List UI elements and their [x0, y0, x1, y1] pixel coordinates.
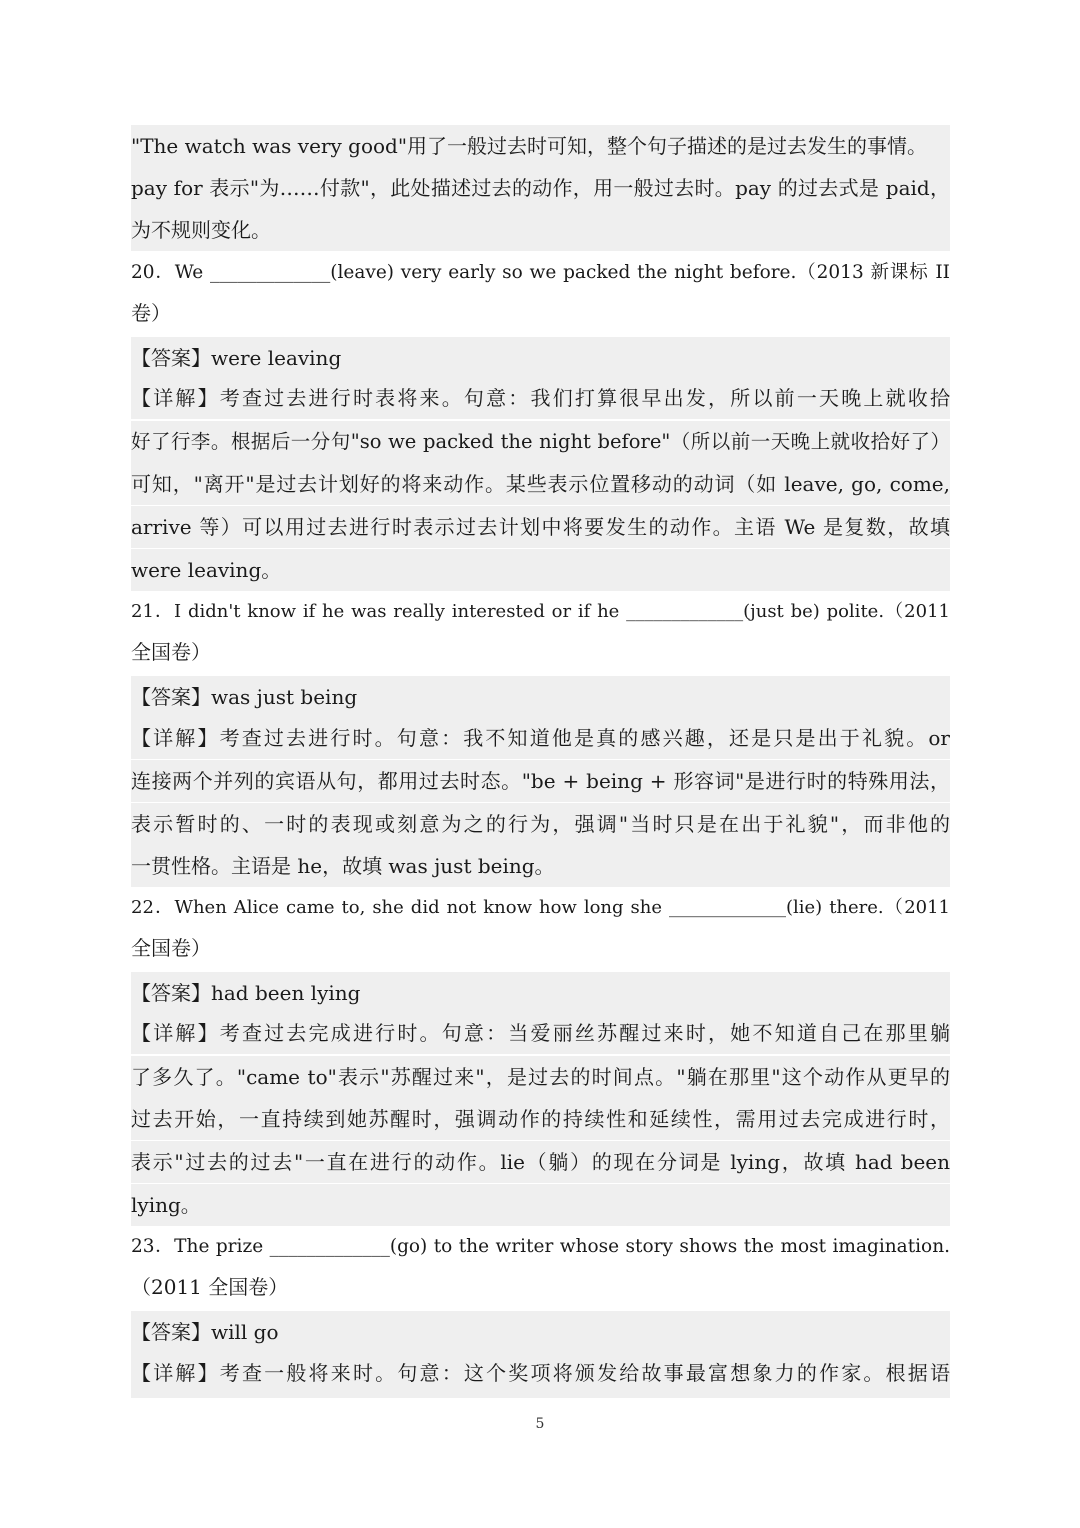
text-line: pay for 表示"为……付款"，此处描述过去的动作，用一般过去时。pay 的过去式是 paid，	[131, 167, 950, 209]
text-line: 【详解】考查过去进行时。句意：我不知道他是真的感兴趣，还是只是出于礼貌。or	[131, 717, 950, 759]
text-line: 表示"过去的过去"一直在进行的动作。lie（躺）的现在分词是 lying，故填 had been	[131, 1141, 950, 1183]
text-line: 全国卷）	[131, 640, 211, 664]
text-line: 一贯性格。主语是 he，故填 was just being。	[131, 845, 950, 887]
text-line: 好了行李。根据后一分句"so we packed the night before"（所以前一天晚上就收拾好了）	[131, 421, 950, 463]
text-line: "The watch was very good"用了一般过去时可知，整个句子描述的是过去发生的事情。	[131, 125, 950, 167]
question-23: 23．The prize _____________(go) to the writer whose story shows the most imagination.	[131, 1236, 950, 1257]
text-line: arrive 等）可以用过去进行时表示过去计划中将要发生的动作。主语 We 是复数，故填	[131, 506, 950, 548]
text-line: 了多久了。"came to"表示"苏醒过来"，是过去的时间点。"躺在那里"这个动作从更早的	[131, 1056, 950, 1098]
question-21: 21．I didn't know if he was really interested or if he _____________(just be) polite.（2011	[131, 601, 950, 622]
text-line: 【详解】考查一般将来时。句意：这个奖项将颁发给故事最富想象力的作家。根据语	[131, 1352, 950, 1398]
answer-line: 【答案】had been lying	[131, 972, 950, 1014]
answer-line: 【答案】will go	[131, 1311, 950, 1353]
text-line: lying。	[131, 1184, 950, 1226]
text-line: 卷）	[131, 301, 171, 325]
text-line: 连接两个并列的宾语从句，都用过去时态。"be + being + 形容词"是进行时的特殊用法，	[131, 760, 950, 802]
question-20: 20．We _____________(leave) very early so we packed the night before.（2013 新课标 II	[131, 262, 950, 283]
text-line: were leaving。	[131, 549, 950, 591]
text-line: 【详解】考查过去进行时表将来。句意：我们打算很早出发，所以前一天晚上就收拾	[131, 377, 950, 419]
text-line: 表示暂时的、一时的表现或刻意为之的行为，强调"当时只是在出于礼貌"，而非他的	[131, 803, 950, 845]
answer-line: 【答案】was just being	[131, 676, 950, 718]
text-line: 【详解】考查过去完成进行时。句意：当爱丽丝苏醒过来时，她不知道自己在那里躺	[131, 1012, 950, 1054]
text-line: 过去开始，一直持续到她苏醒时，强调动作的持续性和延续性，需用过去完成进行时，	[131, 1098, 950, 1140]
text-line: （2011 全国卷）	[131, 1275, 289, 1299]
answer-line: 【答案】were leaving	[131, 337, 950, 379]
page-number: 5	[535, 1416, 545, 1432]
text-line: 可知，"离开"是过去计划好的将来动作。某些表示位置移动的动词（如 leave, go, come,	[131, 463, 950, 505]
question-22: 22．When Alice came to, she did not know how long she _____________(lie) there.（2011	[131, 897, 950, 918]
text-line: 为不规则变化。	[131, 209, 950, 251]
text-line: 全国卷）	[131, 936, 211, 960]
